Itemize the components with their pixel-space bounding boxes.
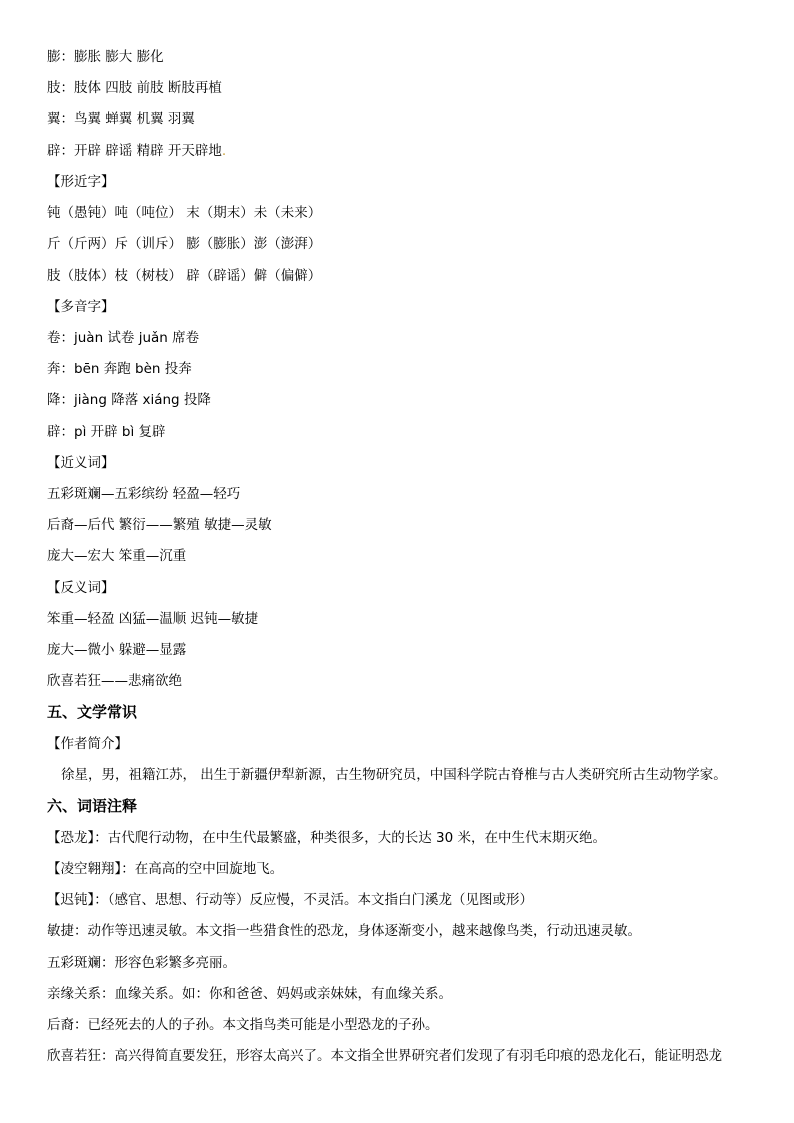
polyphone-line-jiang: 降：jiàng 降落 xiáng 投降	[47, 392, 211, 408]
similar-chars-line-2: 斤（斤两）斥（训斥） 膨（膨胀）澎（澎湃）	[47, 236, 322, 252]
section-label-author: 【作者简介】	[47, 736, 128, 752]
synonyms-line-3: 庞大—宏大 笨重—沉重	[47, 548, 187, 564]
annotation-qinyuan-guanxi: 亲缘关系：血缘关系。如：你和爸爸、妈妈或亲妹妹，有血缘关系。	[47, 986, 452, 1002]
section-label-antonyms: 【反义词】	[47, 580, 115, 596]
section-label-similar-chars: 【形近字】	[47, 174, 115, 190]
vocab-line-zhi: 肢：肢体 四肢 前肢 断肢再植	[47, 80, 222, 96]
vocab-line-peng: 膨：膨胀 膨大 膨化	[47, 49, 164, 65]
similar-chars-line-3: 肢（肢体）枝（树枝） 辟（辟谣）僻（偏僻）	[47, 268, 322, 284]
similar-chars-line-1: 钝（愚钝）吨（吨位） 末（期末）未（未来）	[47, 205, 322, 221]
polyphone-line-ben: 奔：bēn 奔跑 bèn 投奔	[47, 361, 192, 377]
section-heading-annotations: 六、词语注释	[47, 797, 138, 815]
polyphone-line-juan: 卷：juàn 试卷 juǎn 席卷	[47, 330, 200, 346]
stray-dot: .	[221, 143, 227, 159]
synonyms-line-2: 后裔—后代 繁衍——繁殖 敏捷—灵敏	[47, 517, 272, 533]
author-bio: 徐星，男，祖籍江苏， 出生于新疆伊犁新源，古生物研究员，中国科学院古脊椎与古人类研究所古生动物学家。	[61, 767, 727, 783]
annotation-minjie: 敏捷：动作等迅速灵敏。本文指一些猎食性的恐龙，身体逐渐变小，越来越像鸟类，行动迅速灵敏。	[47, 923, 641, 939]
section-label-synonyms: 【近义词】	[47, 455, 115, 471]
annotation-wucai-banlan: 五彩斑斓：形容色彩繁多亮丽。	[47, 955, 236, 971]
section-label-polyphones: 【多音字】	[47, 299, 115, 315]
polyphone-line-pi: 辟：pì 开辟 bì 复辟	[47, 424, 166, 440]
synonyms-line-1: 五彩斑斓—五彩缤纷 轻盈—轻巧	[47, 486, 241, 502]
annotation-lingkong-aoxiang: 【凌空翱翔】：在高高的空中回旋地飞。	[47, 861, 284, 877]
annotation-xinxi-ruokuang: 欣喜若狂：高兴得简直要发狂，形容太高兴了。本文指全世界研究者们发现了有羽毛印痕的恐龙化石，能证明恐龙	[47, 1048, 722, 1064]
antonyms-line-1: 笨重—轻盈 凶猛—温顺 迟钝—敏捷	[47, 611, 259, 627]
vocab-line-pi	[47, 142, 754, 160]
vocab-line-yi: 翼：鸟翼 蝉翼 机翼 羽翼	[47, 111, 195, 127]
section-heading-literature: 五、文学常识	[47, 703, 138, 721]
antonyms-line-2: 庞大—微小 躲避—显露	[47, 642, 187, 658]
annotation-chidun: 【迟钝】：（感官、思想、行动等）反应慢，不灵活。本文指白门溪龙（见图或形）	[47, 892, 533, 908]
antonyms-line-3: 欣喜若狂——悲痛欲绝	[47, 673, 182, 689]
annotation-konglong: 【恐龙】：古代爬行动物，在中生代最繁盛，种类很多，大的长达 30 米，在中生代末期灭绝。	[47, 830, 607, 846]
vocab-line-pi-text: 辟：开辟 辟谣 精辟 开天辟地	[47, 143, 222, 159]
annotation-houyi: 后裔：已经死去的人的子孙。本文指鸟类可能是小型恐龙的子孙。	[47, 1017, 439, 1033]
